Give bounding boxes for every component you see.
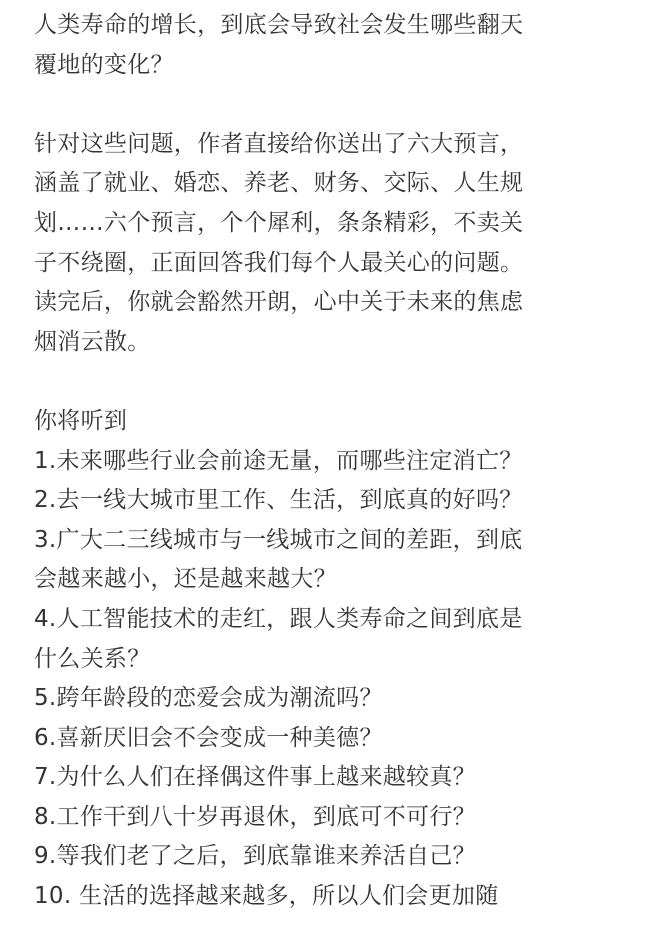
list-item: 1.未来哪些行业会前途无量，而哪些注定消亡？ (34, 447, 523, 474)
list-item: 5.跨年龄段的恋爱会成为潮流吗？ (34, 685, 383, 712)
list-item: 7.为什么人们在择偶这件事上越来越较真？ (34, 764, 476, 791)
intro-paragraph: 人类寿命的增长，到底会导致社会发生哪些翻天 覆地的变化？ (34, 12, 524, 78)
paragraph-spacer (34, 85, 634, 125)
description-paragraph: 针对这些问题，作者直接给你送出了六大预言， 涵盖了就业、婚恋、养老、财务、交际、人生规 划……六个预言，个个犀利，条条精彩，不卖关 子不绕圈，正面回答我们每个人最关心的问题。 读完后，你就会豁然开朗，心中关于未来的焦虑 烟消云散。 (34, 130, 524, 355)
list-item: 2.去一线大城市里工作、生活，到底真的好吗？ (34, 487, 523, 514)
list-item: 3.广大二三线城市与一线城市之间的差距，到底 会越来越小，还是越来越大？ (34, 526, 523, 593)
list-item: 9.等我们老了之后，到底靠谁来养活自己？ (34, 843, 476, 870)
paragraph-spacer (34, 362, 634, 402)
list-item: 4.人工智能技术的走红，跟人类寿命之间到底是 什么关系？ (34, 605, 523, 672)
article-body (34, 6, 634, 917)
list-item: 10. 生活的选择越来越多，所以人们会更加随 (34, 883, 499, 910)
list-heading: 你将听到 (34, 407, 128, 434)
list-item: 6.喜新厌旧会不会变成一种美德？ (34, 724, 383, 751)
list-item: 8.工作干到八十岁再退休，到底可不可行？ (34, 803, 476, 830)
